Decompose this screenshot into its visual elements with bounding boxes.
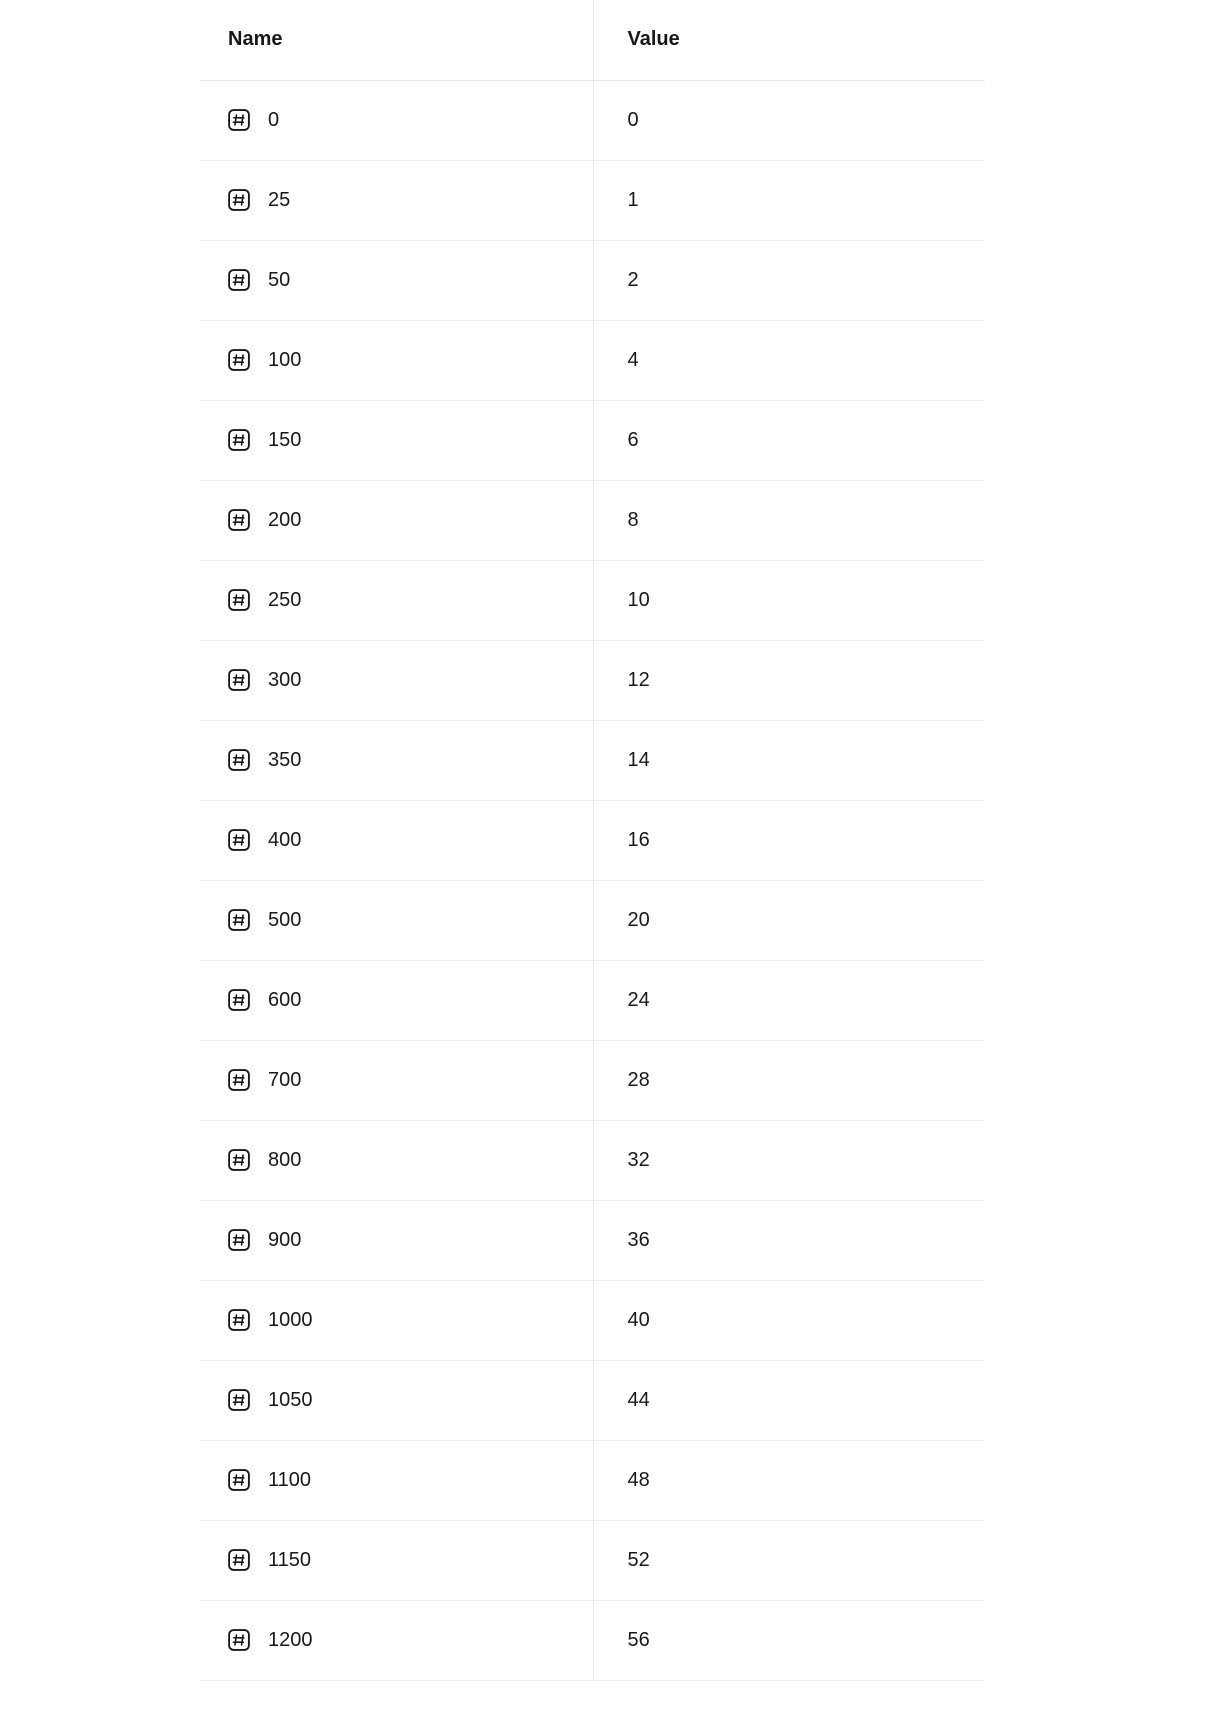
table-cell-value (593, 880, 985, 960)
table-cell-value (593, 960, 985, 1040)
table-row[interactable] (200, 720, 985, 800)
table-cell-value (593, 240, 985, 320)
table-cell-name (200, 480, 593, 560)
table-cell-value (593, 80, 985, 160)
table-row[interactable] (200, 1600, 985, 1680)
row-value-text: 12 (627, 668, 650, 691)
row-name-text: 1150 (268, 1548, 312, 1571)
table-row[interactable] (200, 640, 985, 720)
table-cell-name (200, 640, 593, 720)
table-row[interactable] (200, 960, 985, 1040)
row-value-text: 6 (627, 428, 639, 451)
table-row[interactable] (200, 400, 985, 480)
row-name-text: 800 (268, 1148, 302, 1171)
row-value-text: 8 (627, 508, 639, 531)
table-cell-value (593, 1040, 985, 1120)
table-cell-value (593, 1200, 985, 1280)
table-row[interactable] (200, 240, 985, 320)
row-value-text: 1 (627, 188, 639, 211)
row-value-text: 52 (627, 1548, 650, 1571)
hash-icon (228, 749, 250, 771)
table-row[interactable] (200, 1440, 985, 1520)
table-row[interactable] (200, 480, 985, 560)
hash-icon (228, 669, 250, 691)
row-name-text: 1200 (268, 1628, 313, 1651)
row-value-text: 2 (627, 268, 639, 291)
table-cell-name (200, 1520, 593, 1600)
table-cell-value (593, 1600, 985, 1680)
table-cell-value (593, 720, 985, 800)
hash-icon (228, 189, 250, 211)
table-row[interactable] (200, 80, 985, 160)
row-value-text: 16 (627, 828, 650, 851)
table-body (200, 80, 985, 1680)
table-cell-value (593, 1520, 985, 1600)
hash-icon (228, 1549, 250, 1571)
row-name-text: 1100 (268, 1468, 312, 1491)
table-cell-name (200, 1120, 593, 1200)
hash-icon (228, 909, 250, 931)
table-cell-value (593, 160, 985, 240)
table-row[interactable] (200, 1040, 985, 1120)
table-row[interactable] (200, 1360, 985, 1440)
table-cell-value (593, 640, 985, 720)
table-cell-value (593, 560, 985, 640)
row-name-text: 400 (268, 828, 302, 851)
row-value-text: 20 (627, 908, 650, 931)
table-cell-value (593, 1120, 985, 1200)
table-cell-name (200, 880, 593, 960)
table-cell-value (593, 320, 985, 400)
table-cell-name (200, 1600, 593, 1680)
table-row[interactable] (200, 320, 985, 400)
hash-icon (228, 1469, 250, 1491)
table-cell-value (593, 1280, 985, 1360)
hash-icon (228, 989, 250, 1011)
row-value-text: 40 (627, 1308, 650, 1331)
row-name-text: 1000 (268, 1308, 313, 1331)
hash-icon (228, 1229, 250, 1251)
table-cell-name (200, 1440, 593, 1520)
table-cell-name (200, 1200, 593, 1280)
row-value-text: 56 (627, 1628, 650, 1651)
row-value-text: 32 (627, 1148, 650, 1171)
table-header (200, 0, 985, 80)
table-cell-name (200, 1280, 593, 1360)
row-name-text: 500 (268, 908, 302, 931)
table-row[interactable] (200, 1280, 985, 1360)
data-table (200, 0, 985, 1681)
table-cell-name (200, 720, 593, 800)
table-cell-name (200, 400, 593, 480)
hash-icon (228, 509, 250, 531)
row-value-text: 14 (627, 748, 650, 771)
table-cell-name (200, 320, 593, 400)
table-cell-name (200, 1360, 593, 1440)
row-value-text: 10 (627, 588, 650, 611)
row-value-text: 28 (627, 1068, 650, 1091)
column-header-value[interactable]: Value (593, 0, 985, 80)
table-row[interactable] (200, 800, 985, 880)
table-cell-name (200, 800, 593, 880)
row-value-text: 0 (627, 108, 639, 131)
table-cell-name (200, 160, 593, 240)
row-name-text: 350 (268, 748, 302, 771)
hash-icon (228, 109, 250, 131)
column-header-name[interactable]: Name (200, 0, 593, 80)
table-row[interactable] (200, 560, 985, 640)
table-cell-value (593, 400, 985, 480)
table-cell-value (593, 800, 985, 880)
table-cell-value (593, 1360, 985, 1440)
row-name-text: 200 (268, 508, 302, 531)
row-name-text: 100 (268, 348, 302, 371)
table-cell-name (200, 240, 593, 320)
hash-icon (228, 349, 250, 371)
table-row[interactable] (200, 1200, 985, 1280)
table-row[interactable] (200, 1120, 985, 1200)
table-row[interactable] (200, 160, 985, 240)
row-value-text: 48 (627, 1468, 650, 1491)
table-cell-name (200, 560, 593, 640)
row-name-text: 250 (268, 588, 302, 611)
hash-icon (228, 829, 250, 851)
row-value-text: 36 (627, 1228, 650, 1251)
hash-icon (228, 589, 250, 611)
hash-icon (228, 1309, 250, 1331)
row-value-text: 24 (627, 988, 650, 1011)
table-header-row (200, 0, 985, 80)
row-value-text: 44 (627, 1388, 650, 1411)
table-cell-name (200, 1040, 593, 1120)
table-cell-value (593, 480, 985, 560)
row-name-text: 300 (268, 668, 302, 691)
table-cell-name (200, 80, 593, 160)
table-row[interactable] (200, 880, 985, 960)
data-table-container (200, 0, 985, 1681)
row-name-text: 0 (268, 108, 280, 131)
hash-icon (228, 1149, 250, 1171)
hash-icon (228, 1629, 250, 1651)
table-row[interactable] (200, 1520, 985, 1600)
row-name-text: 25 (268, 188, 291, 211)
row-name-text: 900 (268, 1228, 302, 1251)
hash-icon (228, 1389, 250, 1411)
row-name-text: 700 (268, 1068, 302, 1091)
row-name-text: 1050 (268, 1388, 313, 1411)
row-name-text: 150 (268, 428, 302, 451)
row-name-text: 50 (268, 268, 291, 291)
hash-icon (228, 429, 250, 451)
hash-icon (228, 269, 250, 291)
table-cell-name (200, 960, 593, 1040)
hash-icon (228, 1069, 250, 1091)
row-name-text: 600 (268, 988, 302, 1011)
row-value-text: 4 (627, 348, 639, 371)
table-cell-value (593, 1440, 985, 1520)
